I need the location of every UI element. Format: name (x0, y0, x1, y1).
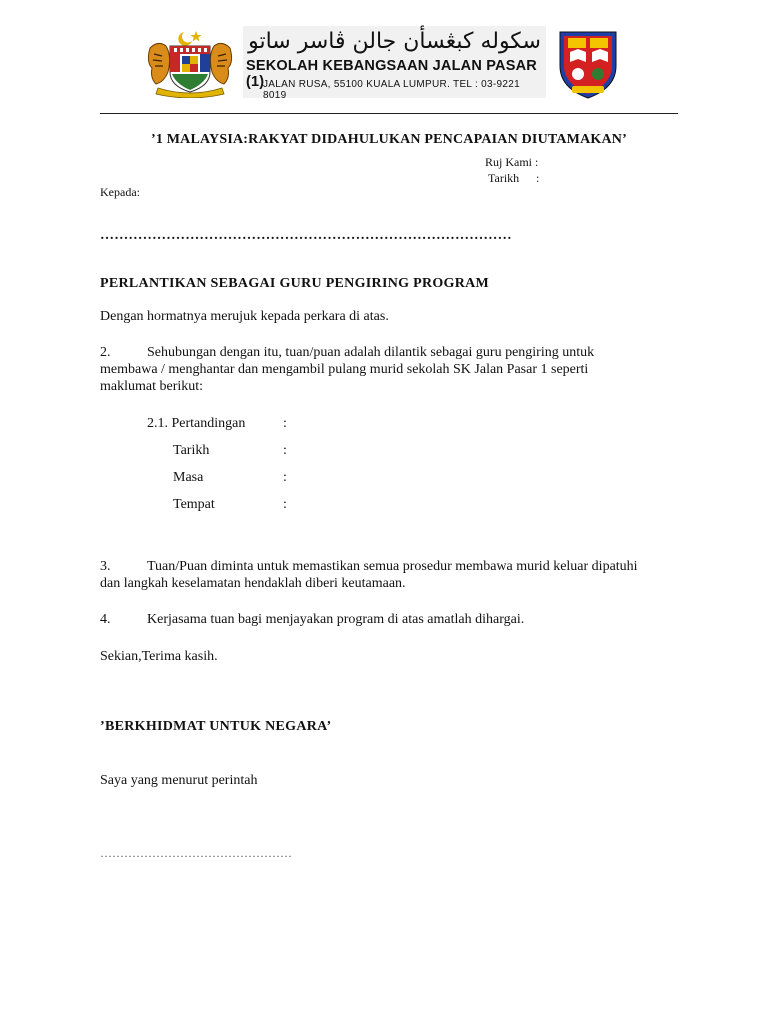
ruj-kami-label: Ruj Kami : (485, 155, 539, 169)
sign-off-line: Saya yang menurut perintah (100, 773, 258, 788)
detail-tempat-label: Tempat (173, 497, 215, 512)
para2-line3: maklumat berikut: (100, 379, 204, 394)
para3-line1: Tuan/Puan diminta untuk memastikan semua prosedur membawa murid keluar dipatuhi (147, 559, 638, 574)
para3-line2: dan langkah keselamatan hendaklah diberi keutamaan. (100, 576, 406, 591)
greeting-line: Dengan hormatnya merujuk kepada perkara di atas. (100, 309, 389, 324)
letterhead-divider (100, 113, 678, 114)
school-name-jawi: سکوله کبڠسأن جالن ڤاسر ساتو (248, 29, 541, 54)
letter-subject: PERLANTIKAN SEBAGAI GURU PENGIRING PROGRAM (100, 276, 490, 291)
signature-blank: ………………………………………… (100, 846, 292, 860)
school-name: SEKOLAH KEBANGSAAN JALAN PASAR (1) (246, 58, 537, 90)
detail-pertandingan-colon: : (283, 416, 287, 431)
para2-line2: membawa / menghantar dan mengambil pulang murid sekolah SK Jalan Pasar 1 seperti (100, 362, 589, 377)
school-letterhead-banner (243, 26, 546, 101)
kepada-label: Kepada: (100, 185, 140, 199)
recipient-address-blank: …………………………………………………………………………… (100, 228, 512, 243)
tarikh-ref-colon: : (536, 171, 540, 185)
detail-tarikh-colon: : (283, 443, 287, 458)
school-badge-logo (556, 28, 620, 100)
malaysia-coat-of-arms-logo (144, 28, 236, 98)
school-address: JALAN RUSA, 55100 KUALA LUMPUR. TEL : 03-9221 8019 (263, 79, 520, 101)
para3-number: 3. (100, 559, 111, 574)
para2-number: 2. (100, 345, 111, 360)
para2-line1: Sehubungan dengan itu, tuan/puan adalah dilantik sebagai guru pengiring untuk (147, 345, 595, 360)
para4-line1: Kerjasama tuan bagi menjayakan program di atas amatlah dihargai. (147, 612, 525, 627)
detail-masa-colon: : (283, 470, 287, 485)
tarikh-ref-label: Tarikh (488, 171, 520, 185)
detail-tarikh-label: Tarikh (173, 443, 210, 458)
closing-line: Sekian,Terima kasih. (100, 649, 218, 664)
detail-masa-label: Masa (173, 470, 204, 485)
detail-pertandingan-label: 2.1. Pertandingan (147, 416, 246, 431)
top-motto: ’1 MALAYSIA:RAKYAT DIDAHULUKAN PENCAPAIAN DIUTAMAKAN’ (151, 132, 627, 147)
detail-tempat-colon: : (283, 497, 287, 512)
para4-number: 4. (100, 612, 111, 627)
bottom-motto: ’BERKHIDMAT UNTUK NEGARA’ (100, 719, 332, 734)
